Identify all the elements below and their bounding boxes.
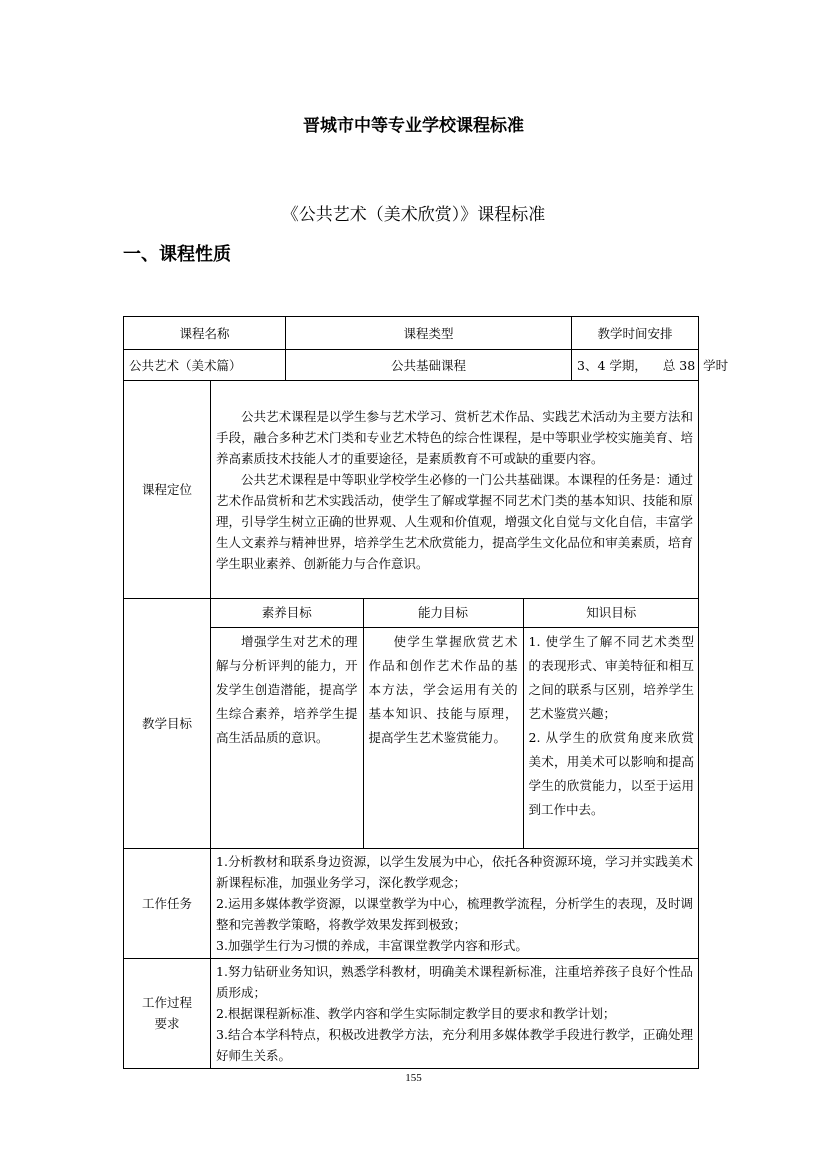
goal-header-ability: 能力目标 bbox=[363, 599, 523, 628]
goals-cell bbox=[211, 599, 699, 849]
positioning-content bbox=[211, 381, 699, 599]
process-label bbox=[124, 958, 211, 1068]
process-content bbox=[211, 958, 699, 1068]
positioning-label: 课程定位 bbox=[124, 381, 211, 599]
course-type-value: 公共基础课程 bbox=[286, 350, 572, 381]
positioning-paragraph: 公共艺术课程是中等职业学校学生必修的一门公共基础课。本课程的任务是：通过艺术作品赏析和艺术实践活动，使学生了解或掌握不同艺术门类的基本知识、技能和原理，引导学生树立正确的世界观、人生观和价值观，增强文化自觉与文化自信，丰富学生人文素养与精神世界，培养学生艺术欣赏能力，提高学生文化品位和审美素质，培育学生职业素养、创新能力与合作意识。 bbox=[216, 471, 694, 571]
course-table bbox=[123, 316, 729, 1069]
header-course-name: 课程名称 bbox=[124, 317, 286, 350]
goals-table bbox=[211, 599, 699, 848]
section-heading: 一、课程性质 bbox=[123, 244, 231, 265]
header-schedule: 教学时间安排 bbox=[572, 317, 699, 350]
knowledge-goal bbox=[523, 628, 699, 848]
goal-header-knowledge: 知识目标 bbox=[523, 599, 699, 628]
process-item: 3.结合本学科特点，积极改进教学方法，充分利用多媒体教学手段进行教学，正确处理好师生关系。 bbox=[216, 1026, 694, 1063]
course-standard-title: 《公共艺术（美术欣赏）》课程标准 bbox=[281, 205, 546, 225]
page-number: 155 bbox=[405, 1072, 422, 1084]
task-item: 1.分析教材和联系身边资源，以学生发展为中心，依托各种资源环境，学习并实践美术新课程标准，加强业务学习，深化教学观念； bbox=[216, 853, 694, 890]
header-course-type: 课程类型 bbox=[286, 317, 572, 350]
basic-info-row bbox=[124, 350, 699, 381]
process-label-line: 要求 bbox=[154, 1016, 180, 1031]
goals-label: 教学目标 bbox=[124, 599, 211, 849]
header-row bbox=[124, 317, 699, 350]
task-item: 3.加强学生行为习惯的养成，丰富课堂教学内容和形式。 bbox=[216, 937, 528, 953]
goal-header-literacy: 素养目标 bbox=[211, 599, 363, 628]
schedule-value: 3、4 学期， 总 38 学时 bbox=[572, 350, 699, 381]
task-item: 2.运用多媒体教学资源，以课堂教学为中心，梳理教学流程，分析学生的表现，及时调整和完善教学策略，将教学效果发挥到极致； bbox=[216, 895, 694, 932]
tasks-label: 工作任务 bbox=[124, 848, 211, 958]
literacy-goal: 增强学生对艺术的理解与分析评判的能力，开发学生创造潜能，提高学生综合素养，培养学生提高生活品质的意识。 bbox=[211, 628, 363, 848]
course-name-value: 公共艺术（美术篇） bbox=[124, 350, 286, 381]
knowledge-item: 1. 使学生了解不同艺术类型的表现形式、审美特征和相互之间的联系与区别，培养学生艺术鉴赏兴趣； bbox=[528, 634, 694, 721]
tasks-row bbox=[124, 848, 699, 958]
goals-row bbox=[124, 599, 699, 849]
ability-goal: 使学生掌握欣赏艺术作品和创作艺术作品的基本方法，学会运用有关的基本知识、技能与原理，提高学生艺术鉴赏能力。 bbox=[363, 628, 523, 848]
positioning-row bbox=[124, 381, 699, 599]
process-item: 2.根据课程新标准、教学内容和学生实际制定教学目的要求和教学计划； bbox=[216, 1005, 616, 1021]
process-item: 1.努力钻研业务知识，熟悉学科教材，明确美术课程新标准，注重培养孩子良好个性品质形成； bbox=[216, 963, 694, 1000]
process-row bbox=[124, 958, 699, 1068]
goals-header-row bbox=[211, 599, 699, 628]
positioning-paragraph: 公共艺术课程是以学生参与艺术学习、赏析艺术作品、实践艺术活动为主要方法和手段，融合多种艺术门类和专业艺术特色的综合性课程，是中等职业学校实施美育、培养高素质技术技能人才的重要途径，是素质教育不可或缺的重要内容。 bbox=[216, 408, 694, 466]
knowledge-item: 2. 从学生的欣赏角度来欣赏美术，用美术可以影响和提高学生的欣赏能力，以至于运用到工作中去。 bbox=[528, 730, 694, 817]
goals-content-row bbox=[211, 628, 699, 848]
tasks-content bbox=[211, 848, 699, 958]
document-title: 晋城市中等专业学校课程标准 bbox=[303, 116, 524, 136]
process-label-line: 工作过程 bbox=[141, 995, 192, 1010]
